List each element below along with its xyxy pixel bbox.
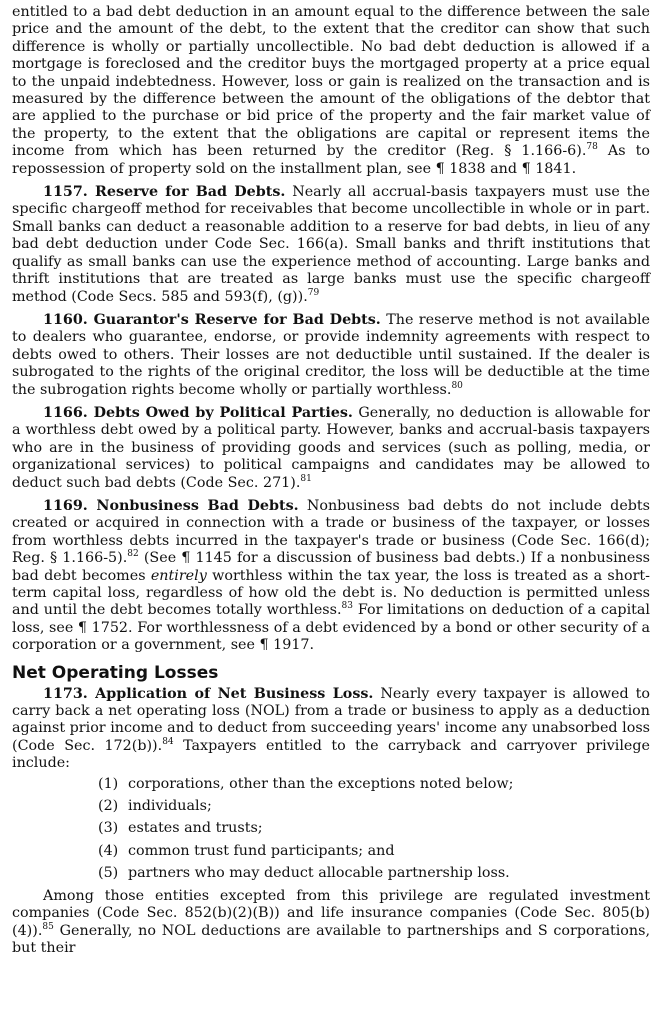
section-body: The reserve method is not available to dealers who guarantee, endorse, or provide indemnity agreements with respect to debts owed to others. Their losses are not deductible until sustained. If the dealer is subrogated to the rights of the original creditor, the loss will be deductible at the time the subrogation rights become wholly or partially worthless. — [12, 311, 651, 398]
section-body: Generally, no deduction is allowable for a worthless debt owed by a political party. However, banks and accrual-basis taxpayers who are in the business of providing goods and services (such as polling, media, or organizational services) to political campaigns and candidates may be allowed to deduct such bad debts (Code Sec. 271). — [12, 404, 651, 491]
section-body: Nearly all accrual-basis taxpayers must use the specific chargeoff method for receivables that become uncollectible in whole or in part. Small banks can deduct a reasonable addition to a reserve for bad debts, in lieu of any bad debt deduction under Code Sec. 166(a). Small banks and thrift institutions that qualify as small banks can use the experience method of accounting. Large banks and thrift institutions that are treated as large banks must use the specific chargeoff method (Code Secs. 585 and 593(f), (g)). — [12, 184, 651, 305]
closing-paragraph — [12, 888, 650, 958]
list-text: corporations, other than the exceptions noted below; — [128, 775, 514, 792]
section-1169 — [12, 498, 650, 655]
list-number: (3) — [98, 820, 119, 837]
section-heading: 1157. Reserve for Bad Debts. — [43, 184, 286, 201]
footnote-ref: 79 — [307, 287, 320, 298]
footnote-ref: 80 — [451, 380, 463, 391]
list-number: (4) — [98, 842, 119, 859]
section-body: Nearly every taxpayer is allowed to carry back a net operating loss (NOL) from a trade or business to apply as a deduction against prior income and to deduct from succeeding years' income any unabsorbed loss (Code Sec. 172(b)). — [12, 685, 650, 754]
list-number: (5) — [98, 865, 119, 882]
continuation-paragraph — [12, 4, 650, 178]
section-body: worthless within the tax year, the loss is treated as a short-term capital loss, regardless of how old the debt is. No deduction is permitted unless and until the debt becomes totally worthless. — [12, 567, 650, 619]
footnote-ref: 85 — [42, 921, 54, 932]
eligible-taxpayer-list — [12, 776, 650, 883]
list-text: individuals; — [128, 798, 212, 815]
list-item — [98, 776, 650, 793]
section-body: (See ¶ 1145 for a discussion of business bad debts.) If a nonbusiness bad debt becomes — [12, 550, 651, 584]
footnote-ref: 81 — [300, 473, 312, 484]
list-item — [98, 820, 650, 837]
footnote-ref: 82 — [127, 549, 139, 560]
emphasis-text: entirely — [150, 567, 207, 584]
section-heading: 1160. Guarantor's Reserve for Bad Debts. — [43, 311, 381, 328]
section-1160 — [12, 312, 650, 399]
section-body: Taxpayers entitled to the carryback and carryover privilege include: — [12, 737, 651, 772]
footnote-ref: 78 — [586, 142, 598, 153]
list-text: partners who may deduct allocable partnership loss. — [128, 865, 510, 882]
section-heading: 1166. Debts Owed by Political Parties. — [43, 404, 353, 421]
section-body: Nonbusiness bad debts do not include debts created or acquired in connection with a trade or business of the taxpayer, or losses from worthless debts incurred in the taxpayer's trade or business (Code Sec. 166(d); Reg. § 1.166-5). — [12, 497, 651, 567]
list-item — [98, 798, 650, 815]
section-body: For limitations on deduction of a capital loss, see ¶ 1752. For worthlessness of a debt evidenced by a bond or other security of a corporation or a government, see ¶ 1917. — [12, 602, 650, 654]
paragraph-text: Generally, no NOL deductions are available to partnerships and S corporations, but their — [12, 922, 651, 956]
section-1166 — [12, 405, 650, 492]
list-number: (2) — [98, 798, 119, 815]
list-text: estates and trusts; — [128, 820, 263, 837]
section-heading: 1169. Nonbusiness Bad Debts. — [43, 497, 299, 514]
list-item — [98, 843, 650, 860]
section-1173 — [12, 686, 650, 773]
footnote-ref: 83 — [341, 601, 353, 612]
list-item — [98, 865, 650, 882]
list-text: common trust fund participants; and — [128, 842, 395, 859]
section-1157 — [12, 184, 650, 306]
list-number: (1) — [98, 775, 119, 792]
paragraph-text: Among those entities excepted from this privilege are regulated investment companies (Code Sec. 852(b)(2)(B)) and life insurance companies (Code Sec. 805(b)(4)). — [12, 887, 650, 939]
paragraph-text: entitled to a bad debt deduction in an amount equal to the difference between the sale price and the amount of the debt, to the extent that the creditor can show that such difference is wholly or partially uncollectible. No bad debt deduction is allowed if a mortgage is foreclosed and the creditor buys the mortgaged property at a price equal to the unpaid indebtedness. However, loss or gain is realized on the transaction and is measured by the difference between the amount of the obligations of the debtor that are applied to the purchase or bid price of the property and the fair market value of the property, to the extent that the obligations are capital or represent items the income from which has been returned by the creditor (Reg. § 1.166-6). — [12, 4, 650, 160]
section-heading: 1173. Application of Net Business Loss. — [43, 685, 374, 702]
section-title: Net Operating Losses — [12, 662, 219, 683]
paragraph-text: As to repossession of property sold on the installment plan, see ¶ 1838 and ¶ 1841. — [12, 143, 651, 177]
footnote-ref: 84 — [162, 737, 174, 748]
